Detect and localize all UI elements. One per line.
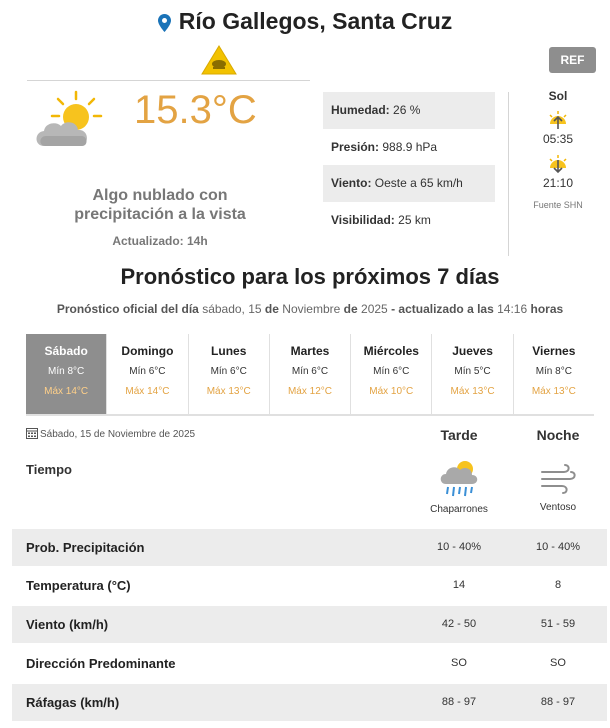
tarde-value: 14 <box>452 579 466 591</box>
sun-title: Sol <box>548 89 568 103</box>
sunset-time: 21:10 <box>542 176 574 190</box>
forecast-title: Pronóstico para los próximos 7 días <box>120 264 500 289</box>
visibility-row: Visibilidad: 25 km <box>331 212 431 227</box>
forecast-subtitle: Pronóstico oficial del día sábado, 15 de Noviembre de 2025 - actualizado a las 14:16 horas <box>56 302 564 316</box>
sunset-icon <box>547 154 569 174</box>
day-tab-jueves[interactable]: Jueves Mín 5°C Máx 13°C <box>431 334 512 414</box>
tarde-value: 42 - 50 <box>441 618 477 630</box>
pressure-row: Presión: 988.9 hPa <box>331 139 438 154</box>
sunrise-time: 05:35 <box>542 132 574 146</box>
day-tab-viernes[interactable]: Viernes Mín 8°C Máx 13°C <box>513 334 594 414</box>
location-name: Río Gallegos, Santa Cruz <box>178 8 453 34</box>
humidity-row: Humedad: 26 % <box>323 92 495 129</box>
noche-weather-caption: Ventoso <box>539 502 577 513</box>
partly-cloudy-sun-icon <box>32 90 106 152</box>
noche-value: 8 <box>554 579 562 591</box>
location-title <box>0 8 610 38</box>
tarde-value: SO <box>451 657 467 669</box>
tiempo-label: Tiempo <box>26 462 72 477</box>
wind-icon <box>538 462 578 496</box>
wind-row: Viento: Oeste a 65 km/h <box>323 165 495 202</box>
tarde-value: 10 - 40% <box>436 541 482 553</box>
col-header-tarde: Tarde <box>440 427 478 443</box>
table-row-temperatura: Temperatura (°C) 14 8 <box>12 567 607 604</box>
sun-source: Fuente SHN <box>533 200 583 210</box>
day-tab-lunes[interactable]: Lunes Mín 6°C Máx 13°C <box>188 334 269 414</box>
tarde-value: 88 - 97 <box>441 696 477 708</box>
ref-button[interactable]: REF <box>549 47 596 73</box>
rain-shower-icon <box>438 458 480 498</box>
header-divider <box>27 80 310 81</box>
humidity-value: 26 % <box>393 103 421 117</box>
day-tab-miercoles[interactable]: Miércoles Mín 6°C Máx 10°C <box>350 334 431 414</box>
sun-divider <box>508 92 509 256</box>
tarde-weather <box>409 458 509 515</box>
table-row-viento: Viento (km/h) 42 - 50 51 - 59 <box>12 606 607 643</box>
calendar-icon <box>26 427 38 439</box>
updated-time: Actualizado: 14h <box>112 234 208 248</box>
noche-value: 88 - 97 <box>540 696 576 708</box>
table-row-precipitacion: Prob. Precipitación 10 - 40% 10 - 40% <box>12 529 607 566</box>
table-row-rafagas: Ráfagas (km/h) 88 - 97 88 - 97 <box>12 684 607 721</box>
current-temperature: 15.3°C <box>134 88 257 132</box>
wind-value: Oeste a 65 km/h <box>374 176 463 190</box>
day-tab-martes[interactable]: Martes Mín 6°C Máx 12°C <box>269 334 350 414</box>
table-row-direccion: Dirección Predominante SO SO <box>12 645 607 682</box>
col-header-noche: Noche <box>536 427 580 443</box>
day-tab-sabado[interactable]: Sábado Mín 8°C Máx 14°C <box>26 334 106 414</box>
sun-panel <box>519 88 597 211</box>
sunrise-icon <box>547 110 569 130</box>
noche-value: 10 - 40% <box>535 541 581 553</box>
current-details <box>323 92 495 238</box>
pressure-value: 988.9 hPa <box>382 139 438 154</box>
weather-alert-icon[interactable] <box>200 44 238 76</box>
day-tab-domingo[interactable]: Domingo Mín 6°C Máx 14°C <box>106 334 187 414</box>
visibility-value: 25 km <box>398 212 431 227</box>
tarde-weather-caption: Chaparrones <box>430 504 488 515</box>
noche-weather <box>508 462 608 513</box>
selected-date: Sábado, 15 de Noviembre de 2025 <box>26 427 195 440</box>
noche-value: 51 - 59 <box>540 618 576 630</box>
current-description: Algo nublado con precipitación a la vista <box>74 187 246 223</box>
map-pin-icon <box>158 11 171 38</box>
noche-value: SO <box>550 657 566 669</box>
day-tabs <box>26 334 594 416</box>
